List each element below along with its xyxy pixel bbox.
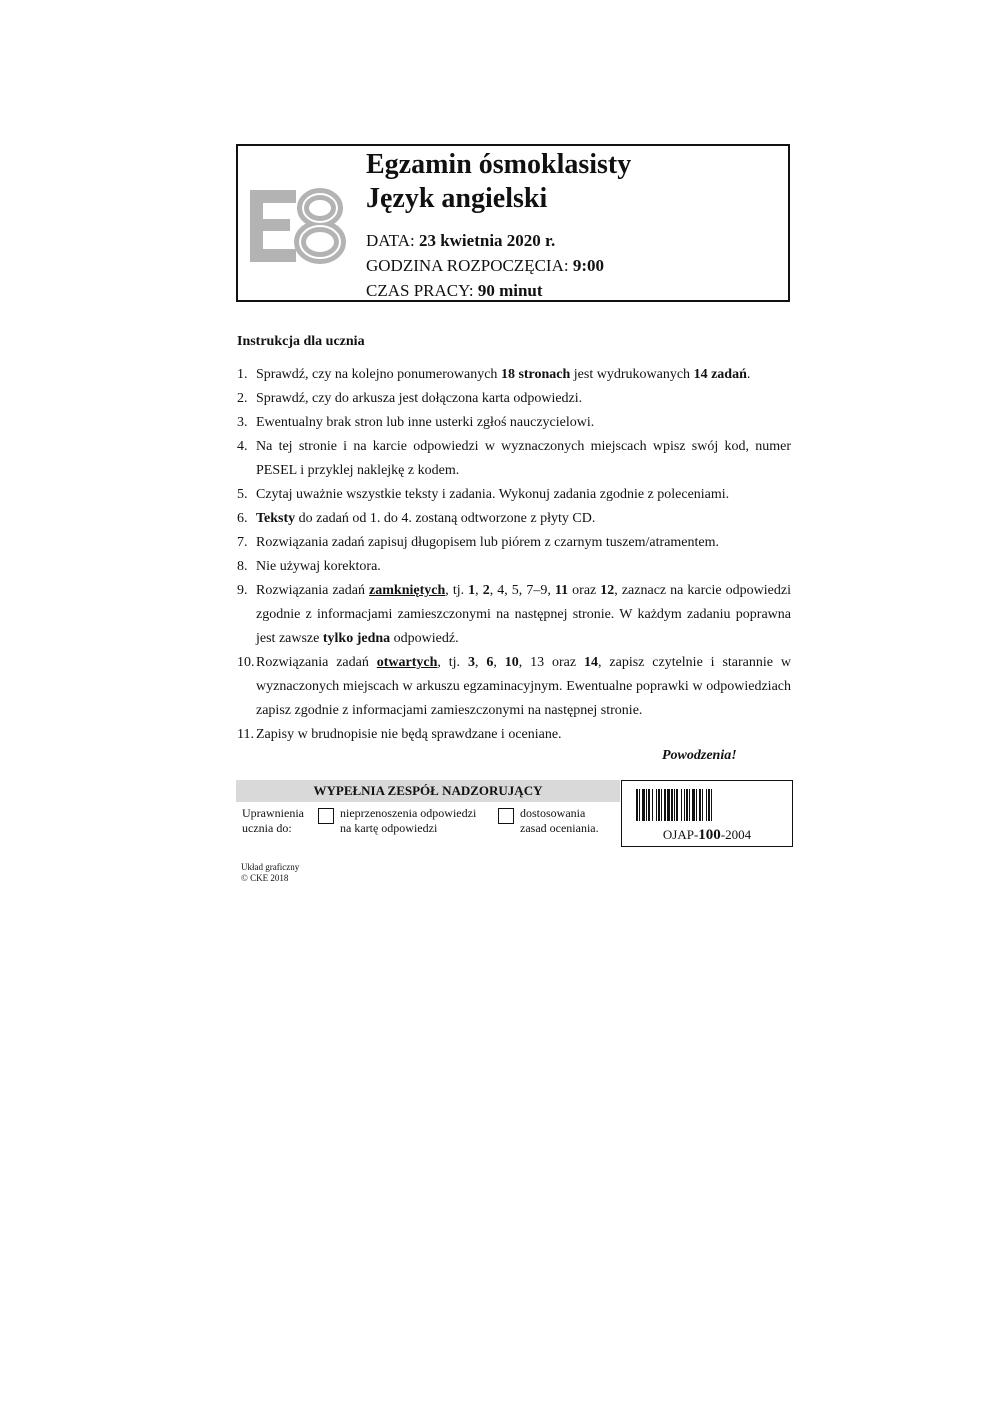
date-label: DATA:	[366, 231, 415, 250]
instruction-item: 3. Ewentualny brak stron lub inne usterki zgłoś nauczycielowi.	[237, 415, 595, 430]
barcode-box	[621, 780, 793, 847]
footer-note: Układ graficzny © CKE 2018	[241, 862, 300, 883]
instruction-item: 5. Czytaj uważnie wszystkie teksty i zadania. Wykonuj zadania zgodnie z poleceniami.	[237, 487, 730, 502]
no-transfer-option-label: nieprzenoszenia odpowiedzi na kartę odpowiedzi	[340, 806, 477, 835]
instruction-item: 10. Rozwiązania zadań otwartych, tj. 3, 6, 10, 13 oraz 14, zapisz czytelnie i starannie w wyznaczonych miejscach w arkuszu egzaminacyjnym. Ewentualne poprawki w odpowiedziach zapisz zgodnie z informacjami zamieszczonymi na następnej stronie.	[237, 655, 791, 718]
instruction-item: 6. Teksty do zadań od 1. do 4. zostaną odtworzone z płyty CD.	[237, 511, 596, 526]
exam-title: Egzamin ósmoklasisty	[366, 149, 632, 180]
sheet-code: OJAP-100-2004	[662, 827, 752, 843]
instruction-item: 2. Sprawdź, czy do arkusza jest dołączona karta odpowiedzi.	[237, 391, 583, 406]
exam-header	[236, 144, 790, 302]
instruction-item: 4. Na tej stronie i na karcie odpowiedzi w wyznaczonych miejscach wpisz swój kod, numer PESEL i przyklej naklejkę z kodem.	[237, 439, 791, 478]
start-label: GODZINA ROZPOCZĘCIA:	[366, 256, 569, 275]
start-value: 9:00	[572, 256, 605, 275]
date-value: 23 kwietnia 2020 r.	[418, 231, 556, 250]
exam-date	[366, 228, 631, 253]
instructions-list	[237, 363, 791, 747]
supervisor-panel-title: WYPEŁNIA ZESPÓŁ NADZORUJĄCY	[236, 780, 620, 802]
instruction-item: 11. Zapisy w brudnopisie nie będą sprawdzane i oceniane.	[237, 727, 562, 742]
exam-duration	[366, 278, 631, 303]
instruction-item: 8. Nie używaj korektora.	[237, 559, 381, 574]
instruction-item: 1. Sprawdź, czy na kolejno ponumerowanych 18 stronach jest wydrukowanych 14 zadań.	[237, 367, 751, 382]
student-rights-row	[236, 802, 620, 844]
exam-subject: Język angielski	[366, 183, 548, 214]
closing-note: Powodzenia!	[662, 748, 737, 763]
e8-logo	[250, 188, 346, 264]
duration-label: CZAS PRACY:	[366, 281, 474, 300]
supervisor-panel	[236, 780, 620, 844]
student-rights-label: Uprawnienia ucznia do:	[242, 806, 304, 835]
instructions-heading: Instrukcja dla ucznia	[237, 334, 365, 349]
no-transfer-checkbox[interactable]	[318, 808, 334, 824]
exam-start-time	[366, 253, 631, 278]
instruction-item: 9. Rozwiązania zadań zamkniętych, tj. 1, 2, 4, 5, 7–9, 11 oraz 12, zaznacz na karcie odpowiedzi zgodnie z informacjami zamieszczonymi na następnej stronie. W każdym zadaniu poprawna jest zawsze tylko jedna odpowiedź.	[237, 583, 791, 646]
barcode-icon	[636, 789, 778, 821]
instruction-item: 7. Rozwiązania zadań zapisuj długopisem lub piórem z czarnym tuszem/atramentem.	[237, 535, 719, 550]
adjusted-grading-checkbox[interactable]	[498, 808, 514, 824]
duration-value: 90 minut	[477, 281, 543, 300]
adjusted-grading-option-label: dostosowania zasad oceniania.	[520, 806, 599, 835]
